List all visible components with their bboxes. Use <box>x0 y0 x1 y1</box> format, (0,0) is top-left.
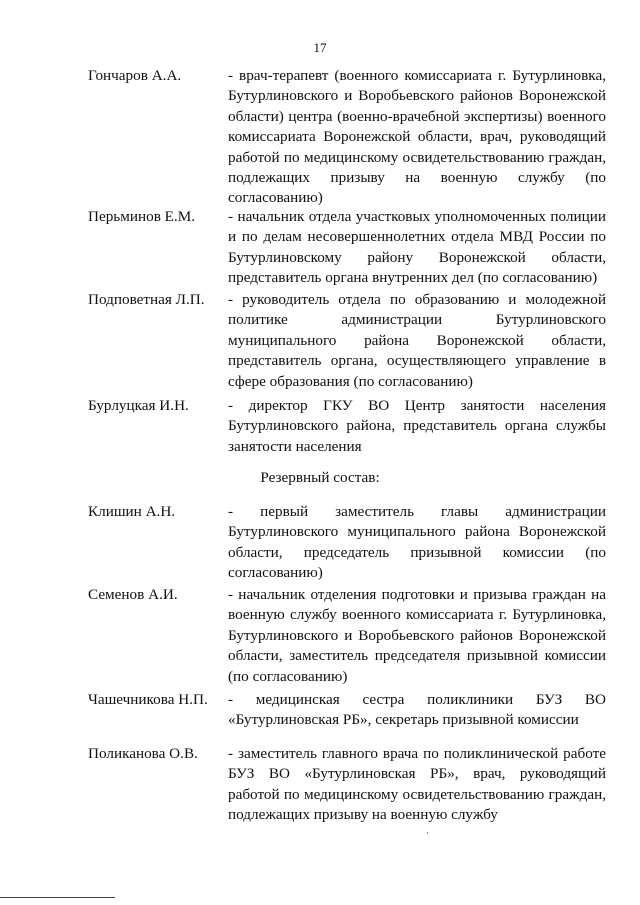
reserve-entry <box>88 744 606 826</box>
member-description: - руководитель отдела по образованию и молодежной политике администрации Бутурлиновского муниципального района Воронежской области, представитель органа, осуществляющего управление в сфере образования (по согласованию) <box>228 291 606 390</box>
reserve-entry <box>88 502 606 584</box>
member-description: - заместитель главного врача по поликлинической работе БУЗ ВО «Бутурлиновская РБ», врач, руководящий работой по медицинскому освидетельствованию граждан, подлежащих призыву на военную службу <box>228 745 606 824</box>
member-description: - медицинская сестра поликлиники БУЗ ВО «Бутурлиновская РБ», секретарь призывной комиссии <box>228 691 606 729</box>
member-entry <box>88 207 606 289</box>
scan-artifact <box>427 832 428 834</box>
member-name: Подповетная Л.П. <box>88 291 205 308</box>
footer-divider <box>0 897 115 898</box>
member-description: - начальник отделения подготовки и призыва граждан на военную службу военного комиссариата г. Бутурлиновка, Бутурлиновского и Воробьевского районов Воронежской области, заместитель председателя призывной комиссии (по согласованию) <box>228 586 606 685</box>
member-name: Гончаров А.А. <box>88 67 182 84</box>
member-entry <box>88 66 606 209</box>
member-name: Поликанова О.В. <box>88 745 198 762</box>
reserve-entry <box>88 690 606 731</box>
reserve-entry <box>88 585 606 687</box>
member-name: Семенов А.И. <box>88 586 178 603</box>
member-name: Чашечникова Н.П. <box>88 691 208 708</box>
page-number: 17 <box>313 40 327 55</box>
member-entry <box>88 396 606 457</box>
member-description: - первый заместитель главы администрации Бутурлиновского муниципального района Воронежской области, председатель призывной комиссии (по согласованию) <box>228 503 606 582</box>
member-description: - начальник отдела участковых уполномоченных полиции и по делам несовершеннолетних отдела МВД России по Бутурлиновскому району Воронежской области, представитель органа внутренних дел (по согласованию) <box>228 208 606 287</box>
member-name: Клишин А.Н. <box>88 503 176 520</box>
member-description: - директор ГКУ ВО Центр занятости населения Бутурлиновского района, представитель органа службы занятости населения <box>228 397 606 455</box>
member-name: Бурлуцкая И.Н. <box>88 397 189 414</box>
member-name: Перьминов Е.М. <box>88 208 196 225</box>
member-description: - врач-терапевт (военного комиссариата г. Бутурлиновка, Бутурлиновского и Воробьевского районов Воронежской области) центра (военно-врачебной экспертизы) военного комиссариата Воронежской области, врач, руководящий работой по медицинскому освидетельствованию граждан, подлежащих призыву на военную службу (по согласованию) <box>228 67 606 207</box>
member-entry <box>88 290 606 392</box>
reserve-section-title: Резервный состав: <box>260 469 380 486</box>
